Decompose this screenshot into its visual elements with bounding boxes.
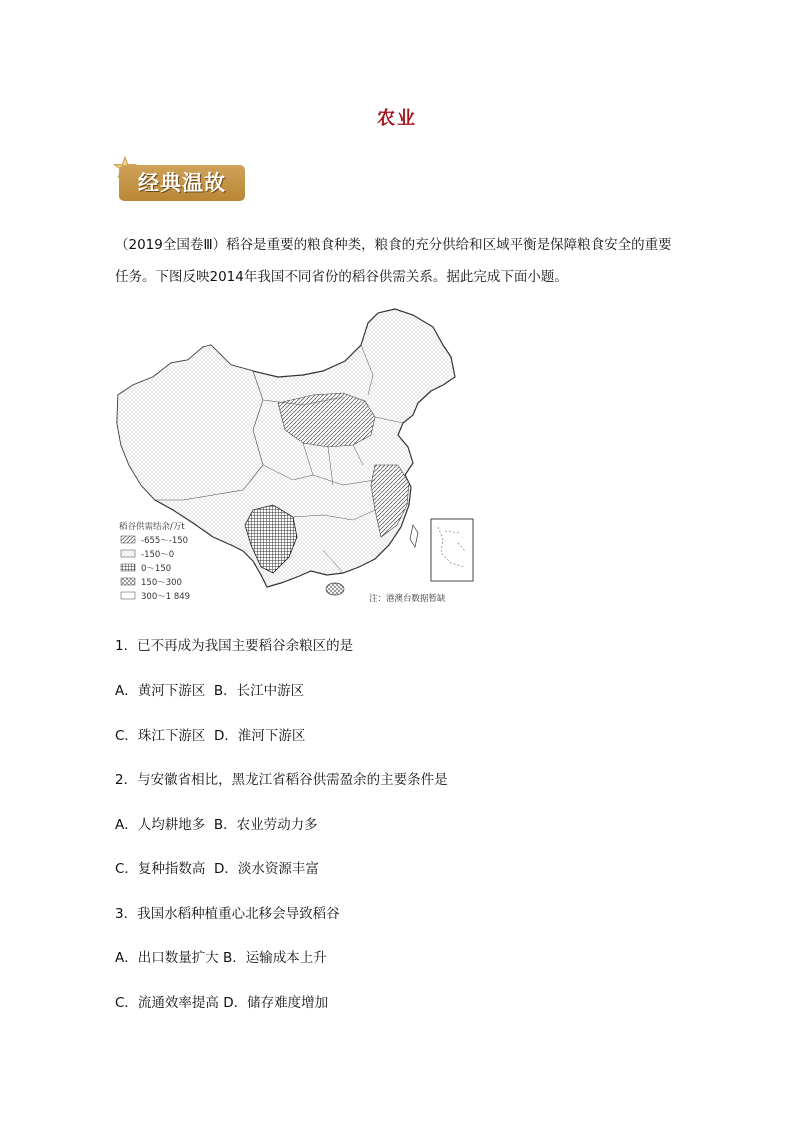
option-row xyxy=(115,946,327,966)
option: B．农业劳动力多 xyxy=(213,817,318,833)
badge-label: 经典温故 xyxy=(119,165,245,201)
legend-item: 0～150 xyxy=(141,564,172,574)
option: D．淡水资源丰富 xyxy=(214,861,319,877)
option: D．储存难度增加 xyxy=(223,995,329,1011)
option: A．黄河下游区 xyxy=(115,683,206,699)
option: B．长江中游区 xyxy=(213,683,305,699)
legend-title: 稻谷供需结余/万t xyxy=(119,522,185,532)
question-stem: 2．与安徽省相比，黑龙江省稻谷供需盈余的主要条件是 xyxy=(115,772,448,788)
question-stem: 1．已不再成为我国主要稻谷余粮区的是 xyxy=(115,638,354,654)
region-taiwan xyxy=(410,525,418,547)
option-row xyxy=(115,679,304,699)
south-china-sea-inset xyxy=(431,519,473,581)
option: C．珠江下游区 xyxy=(115,728,206,744)
option-row xyxy=(115,724,305,744)
option-row xyxy=(115,857,319,877)
legend-item: -655～-150 xyxy=(141,536,189,546)
map-note: 注：港澳台数据暂缺 xyxy=(369,594,446,604)
question-stem: 3．我国水稻种植重心北移会导致稻谷 xyxy=(115,906,340,922)
option: B．运输成本上升 xyxy=(223,950,327,966)
option: C．流通效率提高 xyxy=(115,995,219,1011)
legend-item: -150～0 xyxy=(141,550,175,560)
region-hainan xyxy=(326,583,344,595)
option: A．人均耕地多 xyxy=(115,817,206,833)
option: D．淮河下游区 xyxy=(214,728,306,744)
option-row xyxy=(115,991,328,1011)
legend-item: 150～300 xyxy=(141,578,182,588)
china-rice-map xyxy=(113,305,483,605)
option: C．复种指数高 xyxy=(115,861,206,877)
intro-paragraph: （2019全国卷Ⅲ）稻谷是重要的粮食种类，粮食的充分供给和区域平衡是保障粮食安全的重要任务。下图反映2014年我国不同省份的稻谷供需关系。据此完成下面小题。 xyxy=(115,237,672,285)
option: A．出口数量扩大 xyxy=(115,950,219,966)
page-title: 农业 xyxy=(377,108,417,129)
option-row xyxy=(115,813,318,833)
section-badge xyxy=(113,156,248,204)
region-west xyxy=(117,345,263,500)
legend-item: 300～1 849 xyxy=(141,592,191,602)
legend xyxy=(121,536,190,602)
